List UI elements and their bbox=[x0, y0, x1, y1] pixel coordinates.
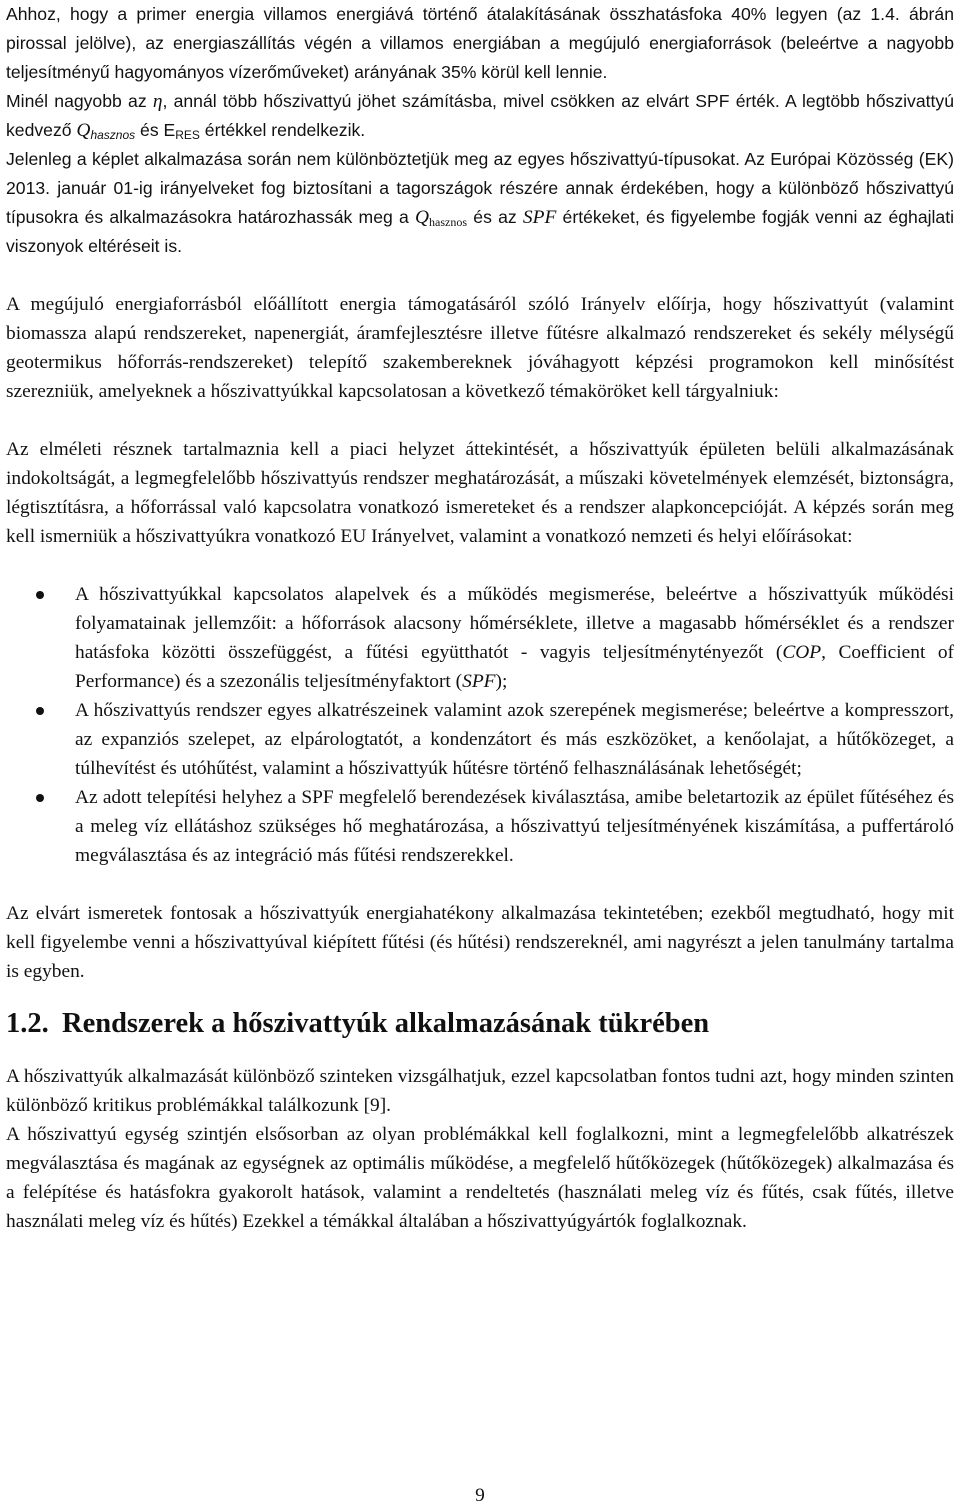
text-span: Jelenleg a képlet alkalmazása során nem különböztetjük meg az egyes hőszivattyú-típusokat. Az Európai Közösség (EK) 2013. január 01-ig irányelveket fog biztosítani a tagországok részére annak érdekében, hogy a különböző hőszivattyú típusokra és alkalmazásokra határozhassák meg a bbox=[6, 149, 954, 227]
directive-paragraph: A megújuló energiaforrásból előállított energia támogatásáról szóló Irányelv előírja, hogy hőszivattyút (valamint biomassza alapú rendszereket, napenergiát, áramfejlesztésre illetve fűtésre alkalmazó rendszereket és sekély mélységű geotermikus hőforrás-rendszereket) telepítő szakembereknek jóváhagyott képzési programokon kell minősítést szerezniük, amelyeknek a hőszivattyúkkal kapcsolatosan a következő témaköröket kell tárgyalniuk: bbox=[6, 294, 954, 402]
bullet-icon bbox=[36, 707, 44, 715]
intro-block bbox=[6, 0, 954, 261]
spacer bbox=[6, 261, 954, 290]
spacer bbox=[6, 406, 954, 435]
text-span: A hőszivattyús rendszer egyes alkatrészeinek valamint azok szerepének megismerése; beleértve a kompresszort, az expanziós szelepet, az elpárologtatót, a kondenzátort és más eszközöket, a kenőolajat, a hűtőközeget, a túlhevítést és utóhűtést, valamint a hőszivattyúk hűtésre történő felhasználásának lehetőségét; bbox=[75, 700, 954, 779]
document-page bbox=[6, 0, 954, 1236]
text-span: Minél nagyobb az bbox=[6, 91, 153, 111]
levels-paragraph: A hőszivattyúk alkalmazását különböző szinteken vizsgálhatjuk, ezzel kapcsolatban fontos tudni azt, hogy minden szinten különböző kritikus problémákkal találkozunk [9]. bbox=[6, 1066, 954, 1116]
text-span: ); bbox=[495, 671, 508, 692]
list-item bbox=[6, 783, 954, 870]
spf-term: SPF bbox=[462, 671, 496, 692]
expected-knowledge-paragraph: Az elvárt ismeretek fontosak a hőszivattyúk energiahatékony alkalmazása tekintetében; ezekből megtudható, hogy mit kell figyelembe venni a hőszivattyúval kiépített fűtési (és hűtési) rendszereknél, ami nagyrészt a jelen tanulmány tartalma is egyben. bbox=[6, 903, 954, 982]
text-span: , Coefficient of Performance) és a szezonális teljesítményfaktort ( bbox=[75, 642, 954, 692]
cop-term: COP bbox=[782, 642, 822, 663]
list-item bbox=[6, 580, 954, 696]
spacer bbox=[6, 870, 954, 899]
spacer bbox=[6, 551, 954, 580]
spacer bbox=[6, 1044, 954, 1062]
text-span: A hőszivattyúkkal kapcsolatos alapelvek és a működés megismerése, beleértve a hőszivattyúk működési folyamatainak jellemzőit: a hőforrások alacsony hőmérséklete, illetve a magasabb hőmérséklet és a rendszer hatásfoka közötti összefüggést, a fűtési együtthatót - vagyis teljesítménytényezőt ( bbox=[75, 584, 954, 663]
spf-symbol: SPF bbox=[522, 207, 557, 228]
text-span: értékkel rendelkezik. bbox=[199, 120, 366, 140]
unit-level-paragraph: A hőszivattyú egység szintjén elsősorban az olyan problémákkal kell foglalkozni, mint a legmegfelelőbb alkatrészek megválasztása és magának az egységnek az optimális működése, a megfelelő hűtőközegek (hűtőközegek) alkalmazása és a felépítése és hatásfokra gyakorolt hatások, valamint a rendeltetés (használati meleg víz és fűtés, csak fűtés, illetve használati meleg víz és hűtés) Ezekkel a témákkal általában a hőszivattyúgyártók foglalkoznak. bbox=[6, 1124, 954, 1232]
bullet-icon bbox=[36, 794, 44, 802]
text-span: és az bbox=[467, 207, 523, 227]
q-symbol: Q bbox=[415, 207, 430, 228]
eta-symbol: η bbox=[152, 91, 163, 112]
text-span: és E bbox=[135, 120, 176, 140]
q-subscript: hasznos bbox=[90, 128, 136, 142]
section-heading bbox=[6, 1004, 954, 1044]
theory-paragraph: Az elméleti résznek tartalmaznia kell a piaci helyzet áttekintését, a hőszivattyúk épületen belüli alkalmazásának indokoltságát, a legmegfelelőbb hőszivattyús rendszer meghatározását, a műszaki követelmények elemzését, biztonságra, légtisztításra, a hőforrással való kapcsolatra vonatkozó ismereteket és a rendszer alapkoncepcióját. A képzés során meg kell ismerniük a hőszivattyúkra vonatkozó EU Irányelvet, valamint a vonatkozó nemzeti és helyi előírásokat: bbox=[6, 439, 954, 547]
list-item bbox=[6, 696, 954, 783]
text-span: , annál több hőszivattyú jöhet számításba, mivel csökken az elvárt SPF érték. A legtöbb hőszivattyú kedvező bbox=[6, 91, 954, 140]
section-number: 1.2. bbox=[6, 1008, 49, 1039]
page-number: 9 bbox=[475, 1485, 485, 1506]
spacer bbox=[6, 986, 954, 1004]
intro-paragraph-ek bbox=[6, 145, 954, 261]
q-subscript: hasznos bbox=[429, 215, 468, 229]
bullet-icon bbox=[36, 591, 44, 599]
e-subscript: RES bbox=[175, 128, 200, 142]
text-span: értékeket, és figyelembe fogják venni az éghajlati viszonyok eltéréseit is. bbox=[6, 207, 955, 256]
topics-list bbox=[6, 580, 954, 870]
q-symbol: Q bbox=[76, 120, 91, 141]
intro-paragraph-efficiency: Ahhoz, hogy a primer energia villamos energiává történő átalakításának összhatásfoka 40% legyen (az 1.4. ábrán pirossal jelölve), az energiaszállítás végén a villamos energiában a megújuló energiaforrások (beleértve a nagyobb teljesítményű hagyományos vízerőműveket) arányának 35% körül kell lennie. bbox=[6, 4, 954, 82]
intro-paragraph-eta bbox=[6, 87, 954, 145]
text-span: Az adott telepítési helyhez a SPF megfelelő berendezések kiválasztása, amibe beletartozik az épület fűtéséhez és a meleg víz ellátáshoz szükséges hő meghatározása, a hőszivattyú teljesítményének kiszámítása, a puffertároló megválasztása és az integráció más fűtési rendszerekkel. bbox=[75, 787, 954, 866]
section-title-text: Rendszerek a hőszivattyúk alkalmazásának tükrében bbox=[62, 1008, 710, 1039]
